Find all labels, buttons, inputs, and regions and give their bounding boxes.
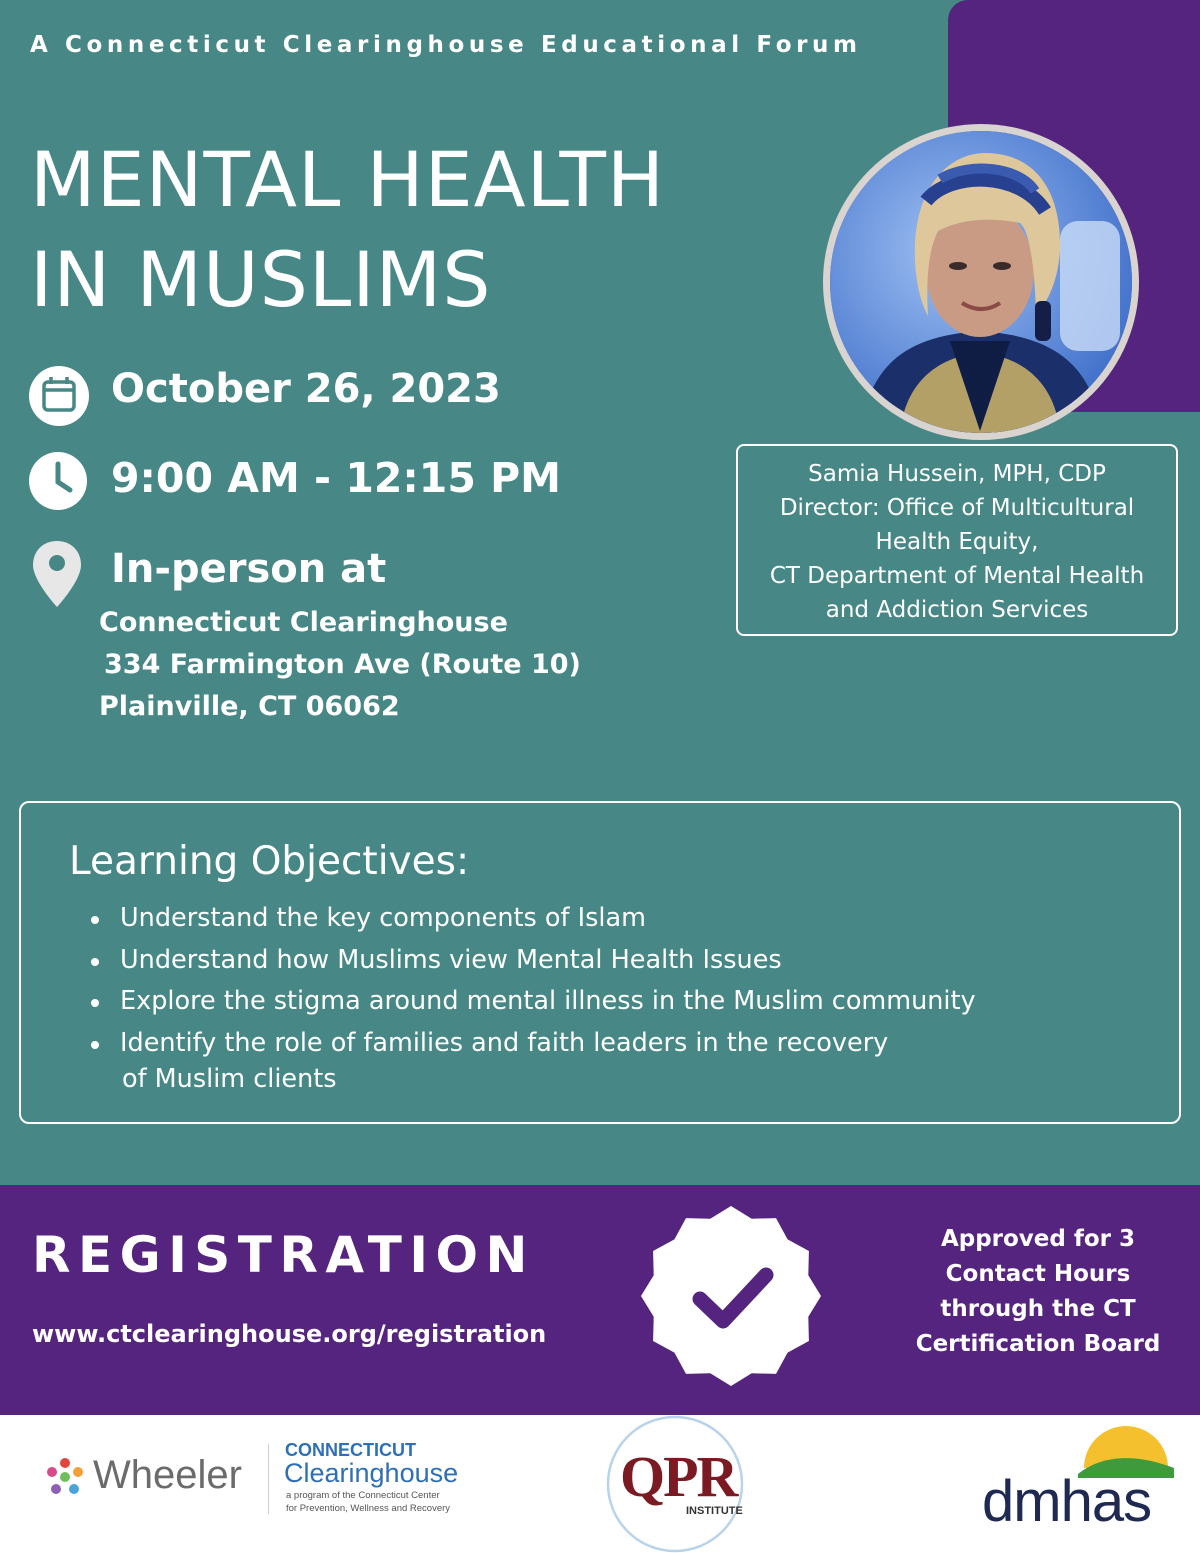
wheeler-logo-icon bbox=[40, 1452, 90, 1502]
speaker-name: Samia Hussein, MPH, CDP bbox=[808, 461, 1106, 487]
registration-title: REGISTRATION bbox=[32, 1226, 535, 1284]
speaker-title-line-4: and Addiction Services bbox=[825, 597, 1089, 623]
learning-objectives-box bbox=[19, 801, 1181, 1124]
logo-divider bbox=[268, 1444, 269, 1514]
calendar-icon bbox=[29, 366, 89, 426]
objectives-list bbox=[89, 898, 976, 1064]
speaker-title-line-1: Director: Office of Multicultural bbox=[779, 495, 1135, 521]
location-label: In-person at bbox=[111, 546, 387, 592]
objective-item-continuation: of Muslim clients bbox=[122, 1064, 337, 1094]
registration-url[interactable]: www.ctclearinghouse.org/registration bbox=[32, 1320, 547, 1348]
approval-line-2: Contact Hours bbox=[945, 1261, 1131, 1287]
title-line-2: IN MUSLIMS bbox=[30, 235, 492, 324]
objective-item: Explore the stigma around mental illness in the Muslim community bbox=[89, 981, 976, 1023]
event-date: October 26, 2023 bbox=[111, 366, 501, 412]
clearinghouse-logo-top: CONNECTICUT bbox=[285, 1440, 416, 1460]
objective-item: Understand the key components of Islam bbox=[89, 898, 976, 940]
approval-line-3: through the CT bbox=[940, 1296, 1136, 1322]
title-line-1: MENTAL HEALTH bbox=[30, 135, 666, 224]
approval-line-1: Approved for 3 bbox=[940, 1226, 1136, 1252]
dmhas-logo-text: dmhas bbox=[982, 1469, 1152, 1534]
page-title bbox=[30, 130, 665, 330]
approval-line-4: Certification Board bbox=[915, 1331, 1161, 1357]
location-pin-icon bbox=[33, 541, 81, 607]
venue-street: 334 Farmington Ave (Route 10) bbox=[104, 649, 581, 680]
clearinghouse-logo-tagline-2: for Prevention, Wellness and Recovery bbox=[286, 1503, 451, 1514]
clock-icon bbox=[29, 452, 87, 510]
clearinghouse-logo-name: Clearinghouse bbox=[284, 1458, 459, 1488]
forum-label: A Connecticut Clearinghouse Educational Forum bbox=[30, 32, 862, 58]
qpr-logo-sub: INSTITUTE bbox=[686, 1505, 743, 1517]
wheeler-logo-text: Wheeler bbox=[93, 1453, 242, 1497]
clearinghouse-logo-tagline-1: a program of the Connecticut Center bbox=[286, 1490, 440, 1501]
event-time: 9:00 AM - 12:15 PM bbox=[111, 454, 561, 502]
speaker-box bbox=[736, 444, 1178, 636]
venue-city: Plainville, CT 06062 bbox=[99, 691, 400, 722]
approval-note bbox=[900, 1222, 1176, 1362]
objectives-title: Learning Objectives: bbox=[69, 839, 470, 884]
venue-name: Connecticut Clearinghouse bbox=[99, 607, 508, 638]
speaker-title-line-2: Health Equity, bbox=[875, 529, 1039, 555]
speaker-photo bbox=[830, 131, 1132, 433]
objective-item: Identify the role of families and faith leaders in the recovery bbox=[89, 1023, 976, 1065]
speaker-portrait-icon bbox=[830, 131, 1132, 433]
qpr-logo-text: QPR bbox=[620, 1444, 737, 1509]
check-badge-icon bbox=[638, 1203, 824, 1389]
speaker-title-line-3: CT Department of Mental Health bbox=[769, 563, 1145, 589]
objective-item: Understand how Muslims view Mental Health Issues bbox=[89, 940, 976, 982]
